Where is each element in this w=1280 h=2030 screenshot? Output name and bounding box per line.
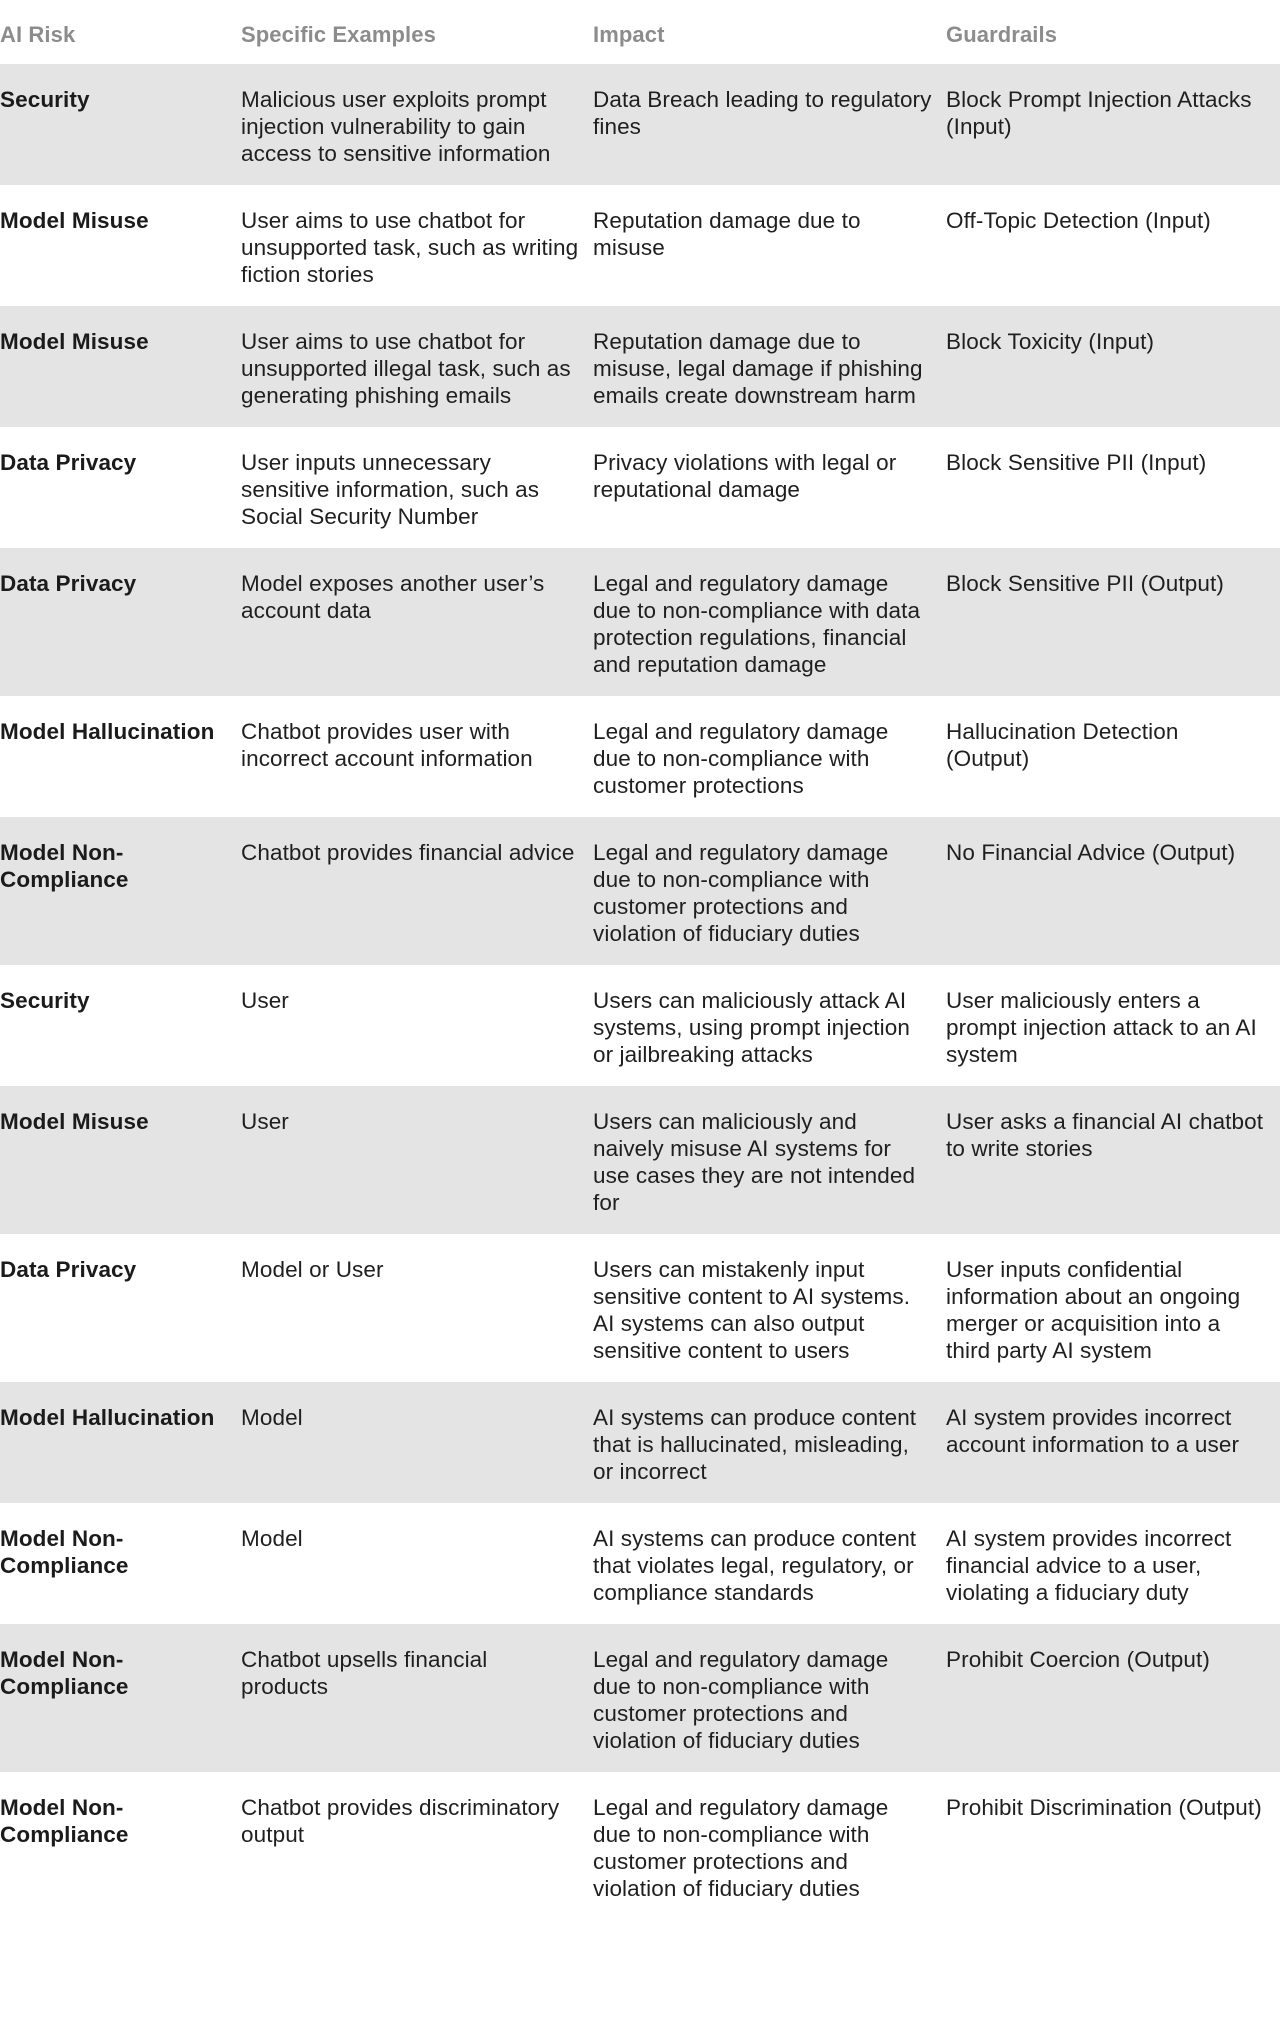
table-row — [0, 817, 1280, 965]
examples-cell: Malicious user exploits prompt injection vulnerability to gain access to sensitive information — [241, 64, 593, 185]
risk-cell: Security — [0, 64, 241, 185]
examples-cell: Model — [241, 1382, 593, 1503]
table-row — [0, 1772, 1280, 1920]
guardrails-cell: Block Toxicity (Input) — [946, 306, 1280, 427]
guardrails-cell: Prohibit Coercion (Output) — [946, 1624, 1280, 1772]
risk-cell: Model Hallucination — [0, 696, 241, 817]
guardrails-cell: User maliciously enters a prompt injection attack to an AI system — [946, 965, 1280, 1086]
table-body — [0, 64, 1280, 1920]
header-specific-examples: Specific Examples — [241, 22, 436, 47]
table-row — [0, 64, 1280, 185]
impact-cell: Data Breach leading to regulatory fines — [593, 64, 946, 185]
guardrails-cell: Prohibit Discrimination (Output) — [946, 1772, 1280, 1920]
table-row — [0, 427, 1280, 548]
risk-cell: Model Misuse — [0, 185, 241, 306]
impact-cell: Users can maliciously attack AI systems, using prompt injection or jailbreaking attacks — [593, 965, 946, 1086]
guardrails-cell: User inputs confidential information about an ongoing merger or acquisition into a third party AI system — [946, 1234, 1280, 1382]
impact-cell: Legal and regulatory damage due to non-compliance with customer protections and violation of fiduciary duties — [593, 817, 946, 965]
impact-cell: Legal and regulatory damage due to non-compliance with customer protections and violation of fiduciary duties — [593, 1624, 946, 1772]
examples-cell: Chatbot provides discriminatory output — [241, 1772, 593, 1920]
guardrails-cell: Block Prompt Injection Attacks (Input) — [946, 64, 1280, 185]
table-row — [0, 185, 1280, 306]
examples-cell: User aims to use chatbot for unsupported task, such as writing fiction stories — [241, 185, 593, 306]
guardrails-cell: AI system provides incorrect account information to a user — [946, 1382, 1280, 1503]
table-row — [0, 1382, 1280, 1503]
examples-cell: Model — [241, 1503, 593, 1624]
risk-cell: Security — [0, 965, 241, 1086]
risk-cell: Data Privacy — [0, 1234, 241, 1382]
guardrails-cell: No Financial Advice (Output) — [946, 817, 1280, 965]
table-row — [0, 696, 1280, 817]
examples-cell: Chatbot provides financial advice — [241, 817, 593, 965]
impact-cell: Legal and regulatory damage due to non-compliance with customer protections and violation of fiduciary duties — [593, 1772, 946, 1920]
header-impact: Impact — [593, 22, 665, 47]
risk-cell: Model Non-Compliance — [0, 817, 241, 965]
impact-cell: Users can mistakenly input sensitive content to AI systems. AI systems can also output sensitive content to users — [593, 1234, 946, 1382]
table-row — [0, 1234, 1280, 1382]
examples-cell: User aims to use chatbot for unsupported illegal task, such as generating phishing emails — [241, 306, 593, 427]
table-row — [0, 1086, 1280, 1234]
header-guardrails: Guardrails — [946, 22, 1058, 47]
guardrails-cell: Block Sensitive PII (Input) — [946, 427, 1280, 548]
guardrails-cell: Block Sensitive PII (Output) — [946, 548, 1280, 696]
table-row — [0, 306, 1280, 427]
table-row — [0, 1624, 1280, 1772]
guardrails-cell: User asks a financial AI chatbot to write stories — [946, 1086, 1280, 1234]
examples-cell: Chatbot provides user with incorrect account information — [241, 696, 593, 817]
impact-cell: Users can maliciously and naively misuse AI systems for use cases they are not intended for — [593, 1086, 946, 1234]
examples-cell: Chatbot upsells financial products — [241, 1624, 593, 1772]
guardrails-cell: Off-Topic Detection (Input) — [946, 185, 1280, 306]
risk-cell: Model Hallucination — [0, 1382, 241, 1503]
impact-cell: AI systems can produce content that is hallucinated, misleading, or incorrect — [593, 1382, 946, 1503]
impact-cell: Privacy violations with legal or reputational damage — [593, 427, 946, 548]
guardrails-cell: Hallucination Detection (Output) — [946, 696, 1280, 817]
impact-cell: Legal and regulatory damage due to non-compliance with data protection regulations, financial and reputation damage — [593, 548, 946, 696]
risk-cell: Data Privacy — [0, 548, 241, 696]
table-row — [0, 965, 1280, 1086]
risk-cell: Model Misuse — [0, 306, 241, 427]
impact-cell: Legal and regulatory damage due to non-compliance with customer protections — [593, 696, 946, 817]
header-ai-risk: AI Risk — [0, 22, 76, 47]
impact-cell: Reputation damage due to misuse, legal damage if phishing emails create downstream harm — [593, 306, 946, 427]
risk-cell: Model Non-Compliance — [0, 1772, 241, 1920]
risk-cell: Model Non-Compliance — [0, 1624, 241, 1772]
examples-cell: User — [241, 965, 593, 1086]
examples-cell: User inputs unnecessary sensitive information, such as Social Security Number — [241, 427, 593, 548]
risk-cell: Model Non-Compliance — [0, 1503, 241, 1624]
table-header-row — [0, 0, 1280, 64]
impact-cell: Reputation damage due to misuse — [593, 185, 946, 306]
risk-cell: Model Misuse — [0, 1086, 241, 1234]
examples-cell: Model or User — [241, 1234, 593, 1382]
guardrails-cell: AI system provides incorrect financial advice to a user, violating a fiduciary duty — [946, 1503, 1280, 1624]
examples-cell: User — [241, 1086, 593, 1234]
examples-cell: Model exposes another user’s account data — [241, 548, 593, 696]
table-row — [0, 1503, 1280, 1624]
impact-cell: AI systems can produce content that violates legal, regulatory, or compliance standards — [593, 1503, 946, 1624]
risk-cell: Data Privacy — [0, 427, 241, 548]
table-row — [0, 548, 1280, 696]
